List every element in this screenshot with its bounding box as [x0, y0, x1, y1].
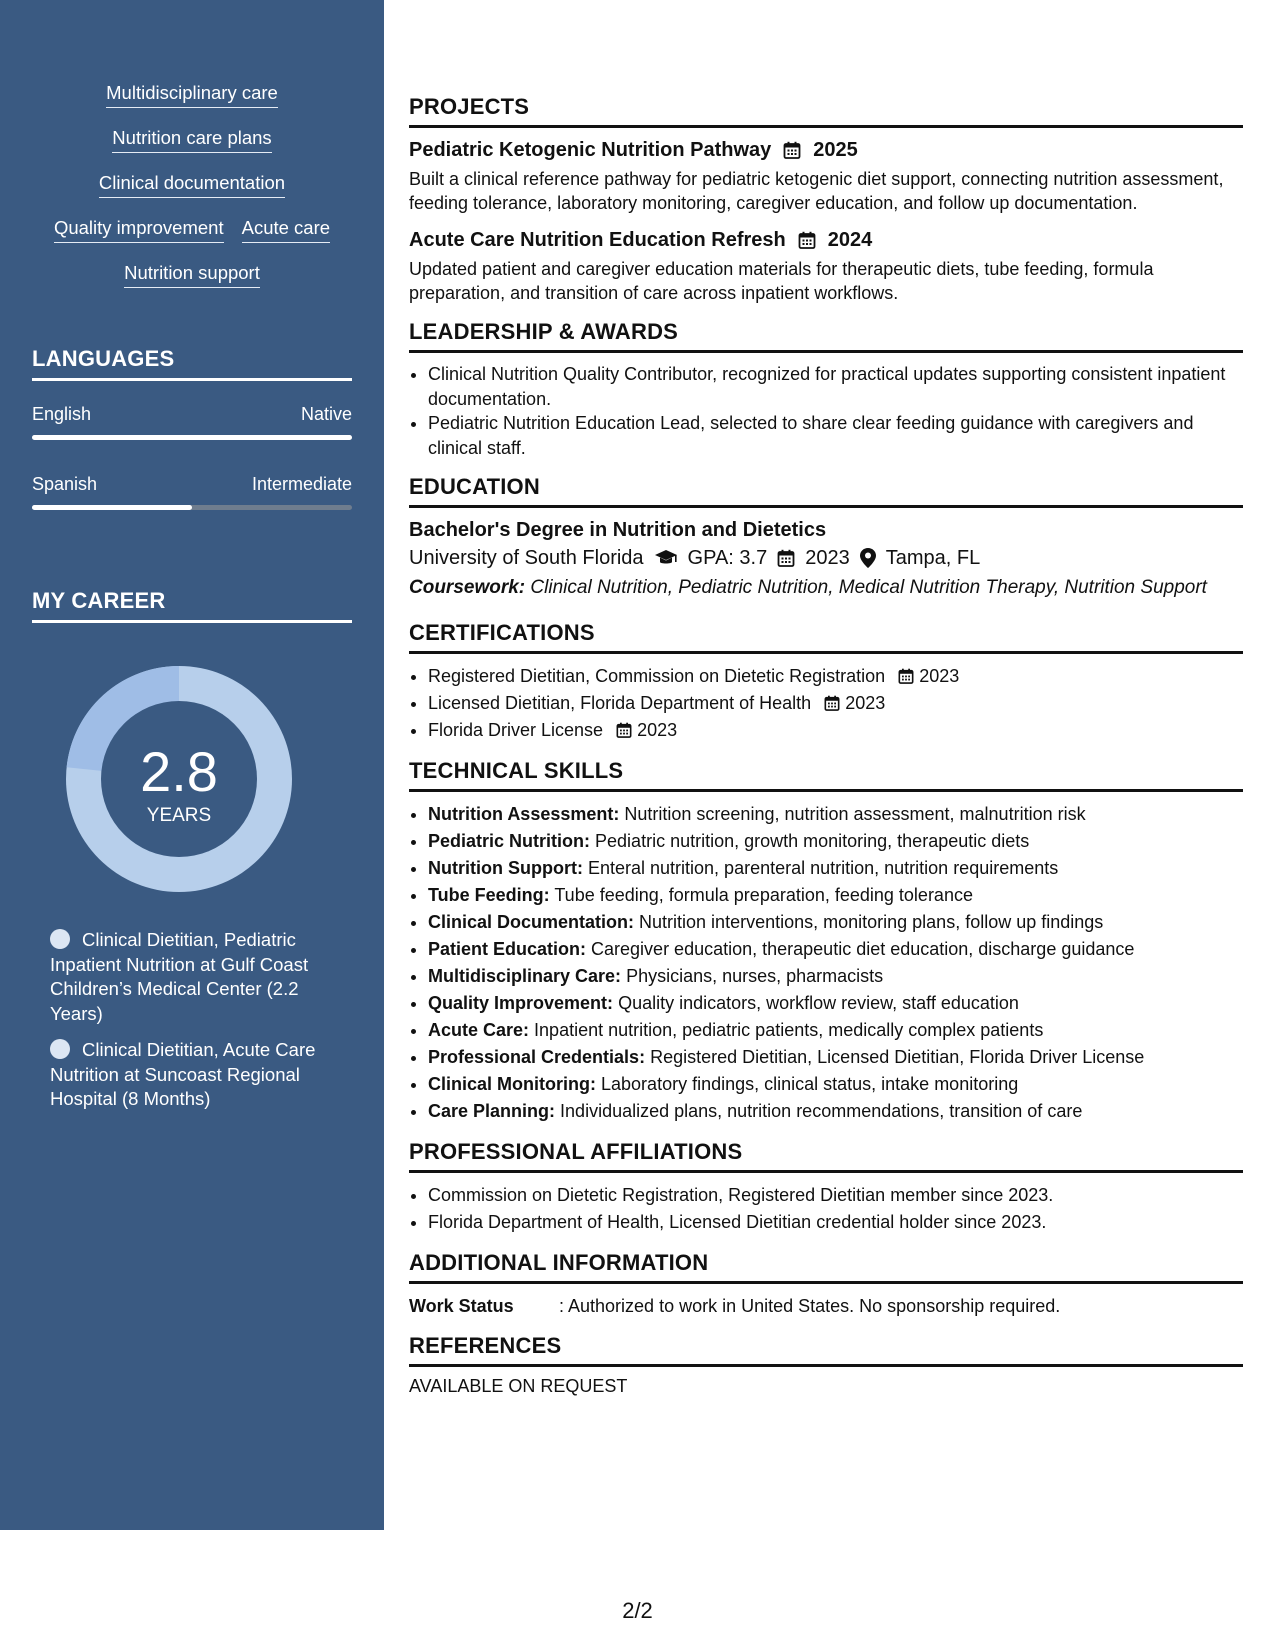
coursework-label: Coursework: — [409, 577, 526, 598]
education-year: 2023 — [805, 547, 850, 569]
coursework — [409, 575, 1243, 600]
page-number: 2/2 — [622, 1598, 653, 1623]
calendar-icon — [783, 141, 801, 159]
references-text: AVAILABLE ON REQUEST — [409, 1376, 628, 1396]
list-item — [428, 855, 1243, 882]
language-bar — [32, 505, 352, 510]
career-list — [50, 928, 340, 1124]
graduation-cap-icon — [654, 548, 678, 568]
calendar-icon — [824, 695, 840, 711]
list-item: • Pediatric Nutrition Education Lead, selected to share clear feeding guidance with caregivers and clinical staff. — [428, 411, 1243, 460]
language-english — [32, 404, 352, 440]
career-donut-chart — [66, 666, 292, 892]
projects-heading: PROJECTS — [409, 94, 1243, 128]
skill-text: Individualized plans, nutrition recommendations, transition of care — [560, 1101, 1083, 1121]
skill-tag: Quality improvement — [54, 217, 224, 243]
skill-tag: Nutrition care plans — [112, 127, 271, 153]
certification-name: Registered Dietitian, Commission on Dietetic Registration — [428, 666, 886, 686]
skill-row — [0, 262, 384, 307]
list-item — [428, 990, 1243, 1017]
list-item — [428, 1044, 1243, 1071]
calendar-icon — [777, 549, 795, 567]
skill-text: Physicians, nurses, pharmacists — [626, 966, 884, 986]
career-years-label: YEARS — [146, 805, 212, 826]
skill-label: Clinical Monitoring: — [428, 1074, 596, 1094]
list-item — [428, 963, 1243, 990]
career-years-value: 2.8 — [140, 740, 218, 803]
skill-row — [0, 217, 384, 262]
language-name: Spanish — [32, 474, 98, 494]
bullet-dot-icon — [50, 1039, 70, 1059]
technical-skills-heading: TECHNICAL SKILLS — [409, 758, 1243, 792]
certification-name: Licensed Dietitian, Florida Department of Health — [428, 693, 812, 713]
skill-text: Caregiver education, therapeutic diet education, discharge guidance — [591, 939, 1135, 959]
list-item — [428, 909, 1243, 936]
skill-row — [0, 127, 384, 172]
project-title: Acute Care Nutrition Education Refresh — [409, 229, 786, 251]
language-level: Intermediate — [251, 474, 352, 494]
technical-skills-list — [409, 801, 1243, 1125]
language-spanish — [32, 474, 352, 510]
references-heading: REFERENCES — [409, 1333, 1243, 1367]
skill-text: Nutrition interventions, monitoring plans, follow up findings — [639, 912, 1104, 932]
skill-text: Enteral nutrition, parenteral nutrition, nutrition requirements — [587, 858, 1059, 878]
skill-text: Tube feeding, formula preparation, feeding tolerance — [554, 885, 973, 905]
bullet-dot-icon — [50, 929, 70, 949]
education-section — [409, 474, 1243, 600]
project-title-row — [409, 227, 1243, 253]
skill-label: Multidisciplinary Care: — [428, 966, 622, 986]
skill-tag: Acute care — [242, 217, 330, 243]
certification-name: Florida Driver License — [428, 720, 604, 740]
language-bar — [32, 435, 352, 440]
skill-label: Quality Improvement: — [428, 993, 614, 1013]
skill-text: Registered Dietitian, Licensed Dietitian, Florida Driver License — [650, 1047, 1145, 1067]
additional-info-section — [409, 1250, 1243, 1319]
list-item — [428, 882, 1243, 909]
skill-text: Laboratory findings, clinical status, intake monitoring — [601, 1074, 1019, 1094]
project-title: Pediatric Ketogenic Nutrition Pathway — [409, 139, 772, 161]
work-status-row — [409, 1293, 1243, 1319]
skill-label: Pediatric Nutrition: — [428, 831, 591, 851]
skill-tag: Nutrition support — [124, 262, 260, 288]
map-pin-icon — [860, 548, 876, 568]
education-meta — [409, 543, 1243, 573]
skill-label: Nutrition Support: — [428, 858, 583, 878]
skill-text: Inpatient nutrition, pediatric patients, medically complex patients — [534, 1020, 1044, 1040]
skill-label: Acute Care: — [428, 1020, 530, 1040]
project-description: Built a clinical reference pathway for pediatric ketogenic diet support, connecting nutrition assessment, feeding tolerance, laboratory monitoring, caregiver education, and follow up documentation. — [409, 169, 1224, 213]
leadership-list — [409, 362, 1243, 460]
skill-label: Nutrition Assessment: — [428, 804, 620, 824]
education-heading: EDUCATION — [409, 474, 1243, 508]
list-item: • Clinical Nutrition Quality Contributor, recognized for practical updates supporting consistent inpatient documentation. — [428, 362, 1243, 411]
skill-tag: Clinical documentation — [99, 172, 285, 198]
skill-label: Care Planning: — [428, 1101, 556, 1121]
skill-text: Nutrition screening, nutrition assessment, malnutrition risk — [624, 804, 1086, 824]
work-status-label: Work Status — [409, 1296, 514, 1316]
list-item: • Commission on Dietetic Registration, Registered Dietitian member since 2023. — [428, 1182, 1243, 1209]
work-status-value: : Authorized to work in United States. No sponsorship required. — [559, 1296, 1061, 1316]
technical-skills-section — [409, 758, 1243, 1125]
skill-row — [0, 82, 384, 127]
project-title-row — [409, 137, 1243, 163]
list-item — [428, 936, 1243, 963]
skill-label: Patient Education: — [428, 939, 587, 959]
career-heading: MY CAREER — [32, 588, 352, 623]
language-level: Native — [300, 404, 352, 424]
gpa: GPA: 3.7 — [687, 547, 768, 569]
certification-year: 2023 — [845, 693, 886, 713]
projects-section — [409, 94, 1243, 305]
list-item: • Florida Department of Health, Licensed Dietitian credential holder since 2023. — [428, 1209, 1243, 1236]
education-location: Tampa, FL — [885, 547, 981, 569]
leadership-heading: LEADERSHIP & AWARDS — [409, 319, 1243, 353]
list-item — [428, 717, 1243, 744]
skill-label: Professional Credentials: — [428, 1047, 646, 1067]
list-item — [428, 1098, 1243, 1125]
language-name: English — [32, 404, 92, 424]
skill-tags — [0, 82, 384, 307]
list-item — [428, 828, 1243, 855]
project-year: 2025 — [813, 139, 858, 161]
references-section — [409, 1333, 1243, 1397]
skill-tag: Multidisciplinary care — [106, 82, 278, 108]
languages-heading: LANGUAGES — [32, 346, 352, 381]
certification-year: 2023 — [637, 720, 678, 740]
skill-text: Pediatric nutrition, growth monitoring, therapeutic diets — [595, 831, 1030, 851]
additional-info-heading: ADDITIONAL INFORMATION — [409, 1250, 1243, 1284]
career-item — [50, 928, 340, 1026]
certification-year: 2023 — [919, 666, 960, 686]
project-year: 2024 — [827, 229, 873, 251]
language-bar-fill — [32, 505, 192, 510]
list-item — [428, 801, 1243, 828]
project-description: Updated patient and caregiver education materials for therapeutic diets, tube feeding, formula preparation, and transition of care across inpatient workflows. — [409, 259, 1154, 303]
calendar-icon — [798, 231, 816, 249]
list-item — [428, 1071, 1243, 1098]
coursework-text: Clinical Nutrition, Pediatric Nutrition, Medical Nutrition Therapy, Nutrition Support — [530, 577, 1207, 598]
certifications-heading: CERTIFICATIONS — [409, 620, 1243, 654]
degree-title: Bachelor's Degree in Nutrition and Dietetics — [409, 519, 827, 541]
certifications-list — [409, 663, 1243, 744]
calendar-icon — [898, 668, 914, 684]
skill-row — [0, 172, 384, 217]
list-item — [428, 1017, 1243, 1044]
skill-text: Quality indicators, workflow review, staff education — [618, 993, 1019, 1013]
list-item — [428, 663, 1243, 690]
affiliations-section — [409, 1139, 1243, 1236]
affiliations-heading: PROFESSIONAL AFFILIATIONS — [409, 1139, 1243, 1173]
certifications-section — [409, 620, 1243, 744]
affiliations-list — [409, 1182, 1243, 1236]
career-item — [50, 1038, 340, 1112]
career-item-text: Clinical Dietitian, Acute Care Nutrition at Suncoast Regional Hospital (8 Months) — [50, 1039, 316, 1109]
language-bar-fill — [32, 435, 352, 440]
skill-label: Clinical Documentation: — [428, 912, 635, 932]
leadership-section — [409, 319, 1243, 460]
main-content — [409, 94, 1243, 1411]
calendar-icon — [616, 722, 632, 738]
career-item-text: Clinical Dietitian, Pediatric Inpatient Nutrition at Gulf Coast Children’s Medical Center (2.2 Years) — [50, 929, 309, 1024]
sidebar — [0, 0, 384, 1530]
school-name: University of South Florida — [409, 547, 644, 569]
list-item — [428, 690, 1243, 717]
skill-label: Tube Feeding: — [428, 885, 550, 905]
